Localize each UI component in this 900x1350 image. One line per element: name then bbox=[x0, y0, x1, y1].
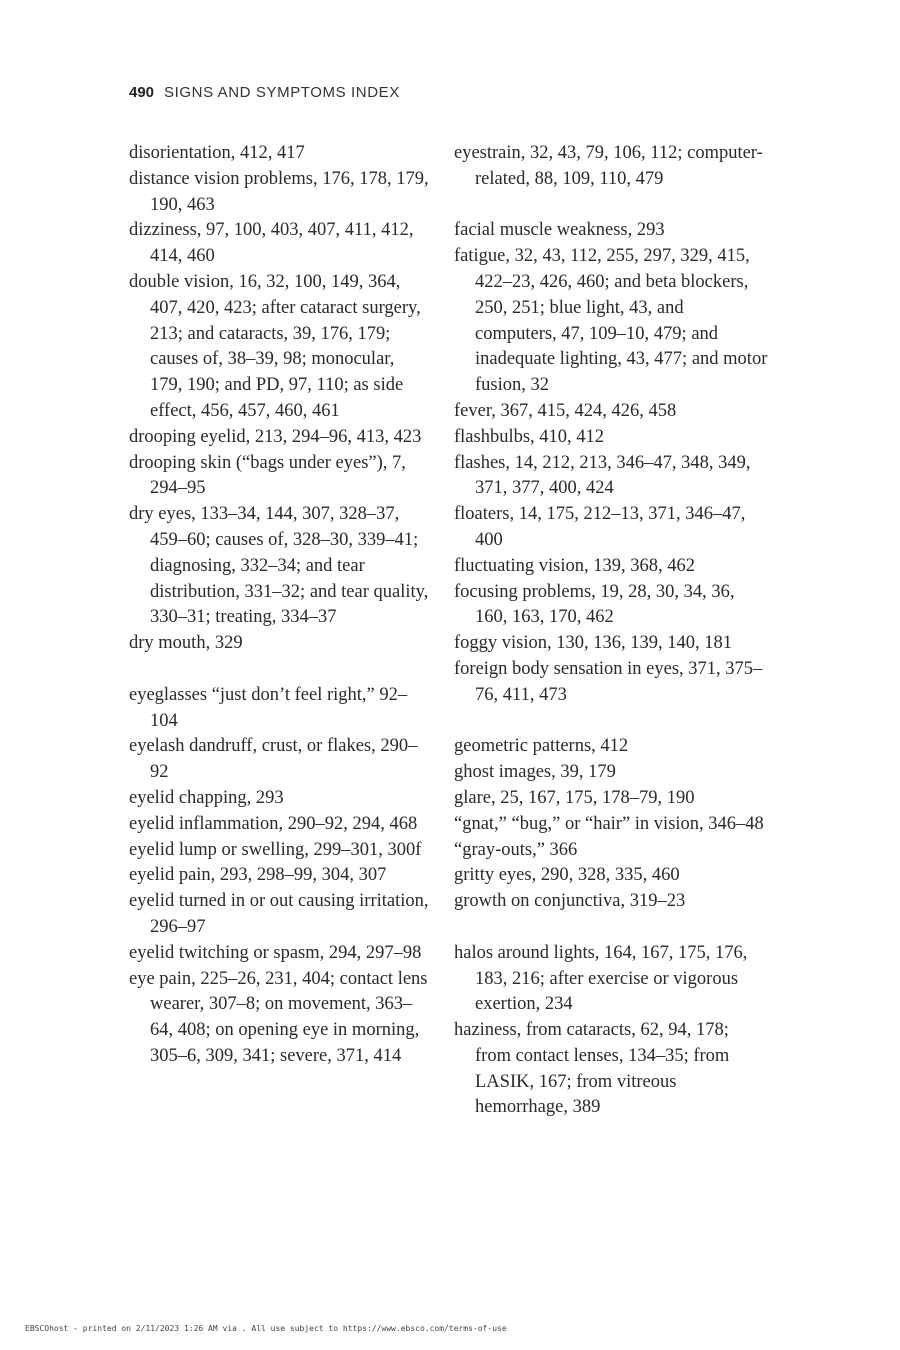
index-entry: floaters, 14, 175, 212–13, 371, 346–47, 400 bbox=[454, 504, 746, 550]
running-header bbox=[129, 84, 400, 101]
section-gap bbox=[454, 709, 769, 735]
section-title: SIGNS AND SYMPTOMS INDEX bbox=[164, 84, 400, 101]
print-footer: EBSCOhost - printed on 2/11/2023 1:26 AM via . All use subject to https://www.ebsco.com/terms-of-use bbox=[25, 1324, 507, 1333]
index-entry: focusing problems, 19, 28, 30, 34, 36, 160, 163, 170, 462 bbox=[454, 581, 735, 628]
index-entry: eyelid lump or swelling, 299–301, 300f bbox=[129, 839, 422, 860]
index-entry: dry eyes, 133–34, 144, 307, 328–37, 459–60; causes of, 328–30, 339–41; diagnosing, 332–34; and tear distribution, 331–32; and tear quality, 330–31; treating, 334–37 bbox=[129, 504, 429, 628]
index-entry: growth on conjunctiva, 319–23 bbox=[454, 891, 686, 912]
index-entry: flashes, 14, 212, 213, 346–47, 348, 349, 371, 377, 400, 424 bbox=[454, 452, 751, 499]
index-entry: eyestrain, 32, 43, 79, 106, 112; computer-related, 88, 109, 110, 479 bbox=[454, 143, 763, 189]
index-entry: eyeglasses “just don’t feel right,” 92–104 bbox=[129, 684, 408, 731]
index-entry: halos around lights, 164, 167, 175, 176, 183, 216; after exercise or vigorous exertion, 234 bbox=[454, 942, 748, 1015]
section-gap bbox=[129, 657, 429, 683]
index-entry: eyelid twitching or spasm, 294, 297–98 bbox=[129, 942, 422, 963]
index-entry: dry mouth, 329 bbox=[129, 633, 243, 654]
index-entry: eyelash dandruff, crust, or flakes, 290–92 bbox=[129, 736, 418, 783]
index-entry: foggy vision, 130, 136, 139, 140, 181 bbox=[454, 633, 733, 654]
index-entry: “gnat,” “bug,” or “hair” in vision, 346–48 bbox=[454, 813, 764, 834]
index-entry: distance vision problems, 176, 178, 179, 190, 463 bbox=[129, 168, 429, 215]
index-entry: fluctuating vision, 139, 368, 462 bbox=[454, 555, 695, 576]
index-entry: eye pain, 225–26, 231, 404; contact lens wearer, 307–8; on movement, 363–64, 408; on opening eye in morning, 305–6, 309, 341; severe, 371, 414 bbox=[129, 968, 428, 1066]
section-gap bbox=[454, 193, 769, 219]
index-entry: fatigue, 32, 43, 112, 255, 297, 329, 415, 422–23, 426, 460; and beta blockers, 250, 251; blue light, 43, and computers, 47, 109–10, 479; and inadequate lighting, 43, 477; and motor fusion, 32 bbox=[454, 246, 768, 396]
index-entry: flashbulbs, 410, 412 bbox=[454, 426, 605, 447]
index-entry: drooping eyelid, 213, 294–96, 413, 423 bbox=[129, 426, 422, 447]
index-entry: eyelid turned in or out causing irritation, 296–97 bbox=[129, 891, 429, 937]
index-entry: glare, 25, 167, 175, 178–79, 190 bbox=[454, 787, 695, 808]
section-gap bbox=[454, 915, 769, 941]
index-entry: ghost images, 39, 179 bbox=[454, 762, 616, 783]
index-entry: haziness, from cataracts, 62, 94, 178; from contact lenses, 134–35; from LASIK, 167; from vitreous hemorrhage, 389 bbox=[454, 1020, 730, 1118]
index-entry: dizziness, 97, 100, 403, 407, 411, 412, 414, 460 bbox=[129, 220, 414, 267]
index-entry: facial muscle weakness, 293 bbox=[454, 220, 665, 241]
index-entry: fever, 367, 415, 424, 426, 458 bbox=[454, 400, 677, 421]
index-entry: double vision, 16, 32, 100, 149, 364, 407, 420, 423; after cataract surgery, 213; and cataracts, 39, 176, 179; causes of, 38–39, 98; monocular, 179, 190; and PD, 97, 110; as side effect, 456, 457, 460, 461 bbox=[129, 271, 421, 421]
index-entry: gritty eyes, 290, 328, 335, 460 bbox=[454, 865, 680, 886]
index-entry: “gray-outs,” 366 bbox=[454, 839, 578, 860]
index-entry: eyelid chapping, 293 bbox=[129, 787, 284, 808]
index-column-right bbox=[454, 141, 769, 1121]
page-number: 490 bbox=[129, 84, 155, 101]
index-entry: foreign body sensation in eyes, 371, 375–76, 411, 473 bbox=[454, 658, 763, 705]
index-entry: disorientation, 412, 417 bbox=[129, 143, 305, 163]
index-entry: eyelid inflammation, 290–92, 294, 468 bbox=[129, 813, 418, 834]
index-column-left bbox=[129, 141, 429, 1070]
index-entry: eyelid pain, 293, 298–99, 304, 307 bbox=[129, 865, 387, 886]
index-entry: drooping skin (“bags under eyes”), 7, 294–95 bbox=[129, 452, 406, 499]
index-entry: geometric patterns, 412 bbox=[454, 736, 629, 757]
